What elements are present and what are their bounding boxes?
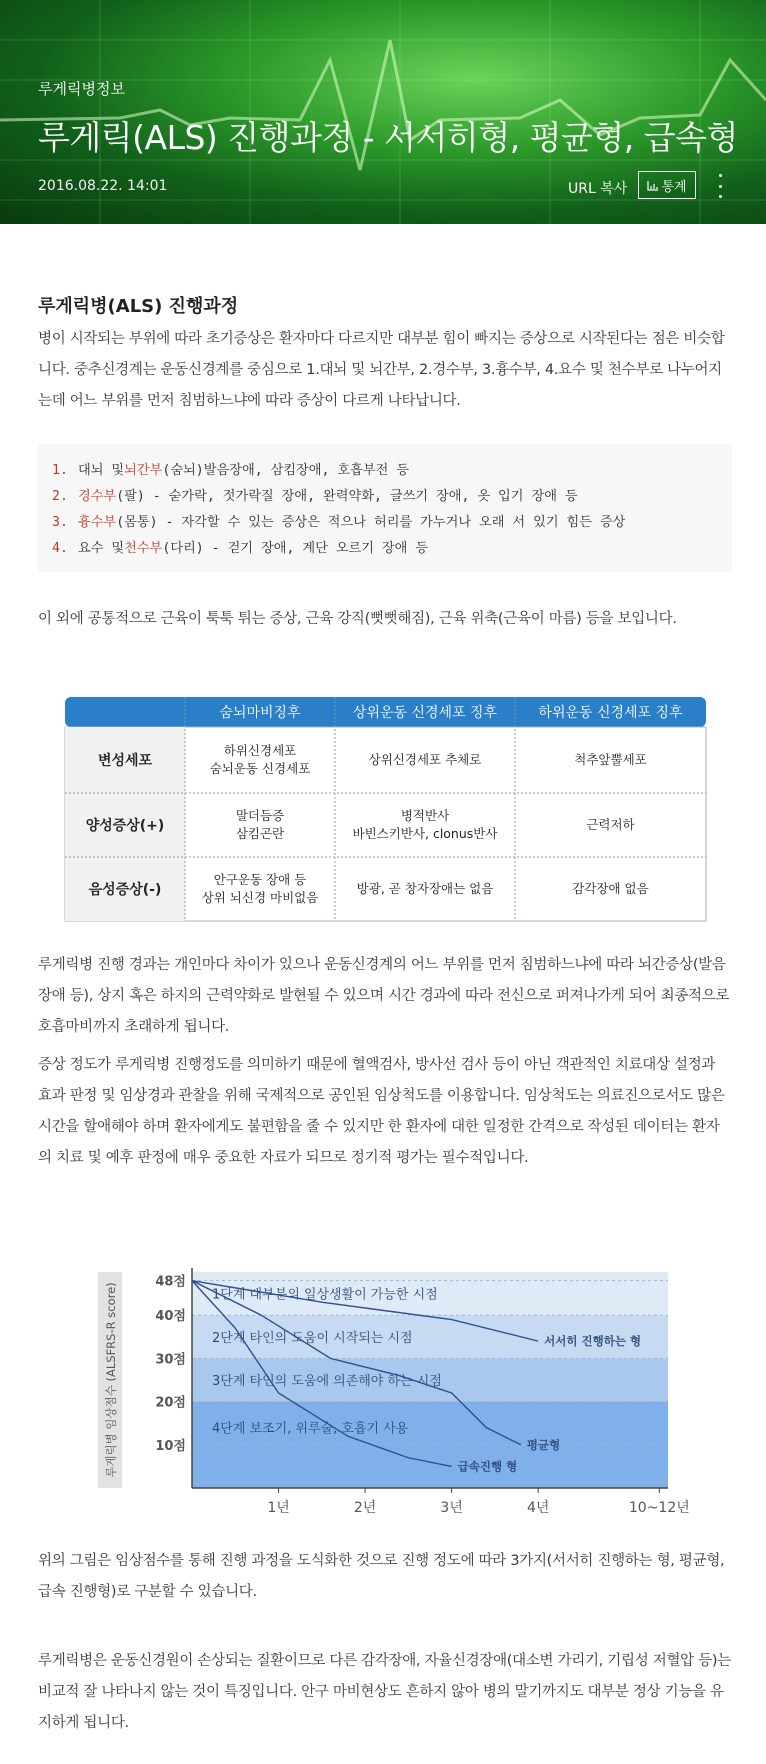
list-number: 3. [52, 515, 68, 530]
list-text-pre: 요수 및 [78, 541, 125, 556]
bar-chart-icon [647, 180, 659, 191]
symptom-table-image [65, 697, 706, 929]
list-highlight: 뇌간부 [124, 463, 163, 478]
list-item [52, 458, 732, 484]
table-cell: 감각장애 없음 [572, 881, 649, 896]
list-highlight: 천수부 [124, 541, 163, 556]
symptom-table [65, 697, 706, 925]
chart-stage-label: 1단계 대부분의 일상생활이 가능한 시점 [212, 1287, 438, 1303]
table-cell: 상위 뇌신경 마비없음 [201, 890, 319, 905]
paragraph-progression: 루게릭병 진행 경과는 개인마다 차이가 있으나 운동신경계의 어느 부위를 먼저 침범하느냐에 따라 뇌간증상(발음장애 등), 상지 혹은 하지의 근력약화로 발현될 수 있으며 시간 경과에 따라 전신으로 퍼져나가게 되어 최종적으로 호흡마비까지 초래하게 됩니다. [38, 957, 730, 1035]
table-cell: 숨뇌운동 신경세포 [209, 761, 311, 776]
table-cell: 근력저하 [586, 817, 635, 832]
list-text-post: (몸통) - 자각할 수 있는 증상은 적으나 허리를 가누거나 오래 서 있기 힘든 증상 [116, 515, 626, 530]
paragraph-chart-explain: 위의 그림은 임상점수를 통해 진행 과정을 도식화한 것으로 진행 정도에 따라 3가지(서서히 진행하는 형, 평균형, 급속 진행형)로 구분할 수 있습니다. [38, 1553, 725, 1600]
table-row-header: 변성세포 [97, 753, 153, 769]
stats-button[interactable] [638, 171, 696, 199]
list-highlight: 경수부 [78, 489, 117, 504]
chart-series-label: 급속진행 형 [457, 1459, 518, 1474]
chart-stage-label: 3단계 타인의 도움에 의존해야 하는 시점 [212, 1374, 442, 1389]
url-copy-button[interactable]: URL 복사 [568, 181, 628, 197]
table-cell: 척추앞뿔세포 [574, 752, 647, 767]
table-column-header: 상위운동 신경세포 징후 [352, 705, 498, 721]
table-cell: 방광, 곧 창자장애는 없음 [356, 881, 494, 896]
chart-x-tick-label: 2년 [353, 1500, 377, 1516]
chart-y-tick-label: 10점 [155, 1438, 186, 1454]
chart-y-tick-label: 20점 [155, 1395, 186, 1411]
stats-label: 통계 [661, 179, 687, 195]
list-item [52, 536, 732, 562]
paragraph-clinical-scale: 증상 정도가 루게릭병 진행정도를 의미하기 때문에 혈액검사, 방사선 검사 등이 아닌 객관적인 치료대상 설정과 효과 판정 및 임상경과 관찰을 위해 국제적으로 공인된 임상척도를 이용합니다. 임상척도는 의료진으로서도 많은 시간을 할애해야 하며 환자에게도 불편함을 줄 수 있지만 한 환자에 대한 일정한 간격으로 작성된 데이터는 환자의 치료 및 예후 판정에 매우 중요한 자료가 되므로 정기적 평가는 필수적입니다. [38, 1057, 725, 1166]
more-icon-dot [719, 185, 722, 188]
chart-stage-label: 2단계 타인의 도움이 시작되는 시점 [212, 1330, 413, 1346]
chart-x-tick-label: 3년 [440, 1500, 463, 1516]
table-cell: 삼킴곤란 [235, 826, 285, 841]
post-date: 2016.08.22. 14:01 [38, 178, 168, 194]
progression-chart [96, 1252, 690, 1522]
list-text-post: (숨뇌)발음장애, 삼킴장애, 호흡부전 등 [162, 463, 410, 478]
table-cell: 상위신경세포 추체로 [368, 752, 482, 767]
more-icon-dot [719, 195, 722, 198]
chart-x-tick-label: 10~12년 [628, 1500, 690, 1516]
table-cell: 바빈스키반사, clonus반사 [352, 826, 498, 841]
chart-series-label: 평균형 [526, 1437, 561, 1452]
table-cell: 안구운동 장애 등 [213, 872, 307, 887]
list-item [52, 484, 732, 510]
chart-y-tick-label: 30점 [155, 1352, 186, 1368]
chart-x-tick-label: 4년 [526, 1500, 550, 1516]
more-icon-dot [719, 174, 722, 177]
chart-x-tick-label: 1년 [267, 1500, 290, 1516]
table-column-header: 숨뇌마비징후 [219, 705, 301, 721]
more-options-button[interactable] [712, 174, 728, 198]
paragraph-features: 루게릭병은 운동신경원이 손상되는 질환이므로 다른 감각장애, 자율신경장애(대소변 가리기, 기립성 저혈압 등)는 비교적 잘 나타나지 않는 것이 특징입니다. 안구 마비현상도 흔하지 않아 병의 말기까지도 대부분 정상 기능을 유지하게 됩니다. [38, 1653, 731, 1731]
list-text-post: (다리) - 걷기 장애, 계단 오르기 장애 등 [162, 541, 429, 556]
list-text-pre: 대뇌 및 [78, 463, 125, 478]
table-cell: 말더듬증 [235, 808, 285, 823]
list-number: 4. [52, 541, 68, 556]
table-row-header: 양성증상(+) [85, 818, 165, 834]
post-title: 루게릭(ALS) 진행과정 - 서서히형, 평균형, 급속형 [38, 118, 738, 157]
list-text-post: (팔) - 숟가락, 젓가락질 장애, 완력약화, 글쓰기 장애, 옷 입기 장애 등 [116, 489, 578, 504]
chart-ylabel: 루게릭병 임상점수 (ALSFRS-R score) [104, 1282, 118, 1478]
section-title: 루게릭병(ALS) 진행과정 [38, 296, 239, 317]
progression-chart-image [96, 1252, 690, 1526]
table-cell: 병적반사 [400, 808, 450, 823]
chart-stage-label: 4단계 보조기, 위루술, 호흡기 사용 [212, 1421, 409, 1437]
list-number: 1. [52, 463, 68, 478]
list-item [52, 510, 732, 536]
table-column-header: 하위운동 신경세포 징후 [538, 705, 683, 721]
post-category[interactable]: 루게릭병정보 [38, 80, 125, 98]
chart-y-tick-label: 48점 [155, 1274, 186, 1290]
list-highlight: 흉수부 [78, 515, 117, 530]
symptom-list-box [38, 444, 732, 572]
paragraph-intro: 병이 시작되는 부위에 따라 초기증상은 환자마다 다르지만 대부분 힘이 빠지는 증상으로 시작된다는 점은 비슷합니다. 중추신경계는 운동신경계를 중심으로 1.대뇌 및 뇌간부, 2.경수부, 3.흉수부, 4.요수 및 천수부로 나누어지는데 어느 부위를 먼저 침범하느냐에 따라 증상이 다르게 나타납니다. [38, 331, 725, 409]
paragraph-common-symptoms: 이 외에 공통적으로 근육이 툭툭 튀는 증상, 근육 강직(뻣뻣해짐), 근육 위축(근육이 마름) 등을 보입니다. [38, 611, 677, 627]
table-cell: 하위신경세포 [223, 743, 297, 758]
chart-y-tick-label: 40점 [155, 1309, 186, 1325]
chart-series-label: 서서히 진행하는 형 [544, 1334, 642, 1349]
post-header [0, 0, 766, 224]
list-number: 2. [52, 489, 68, 504]
table-row-header: 음성증상(-) [88, 882, 162, 898]
